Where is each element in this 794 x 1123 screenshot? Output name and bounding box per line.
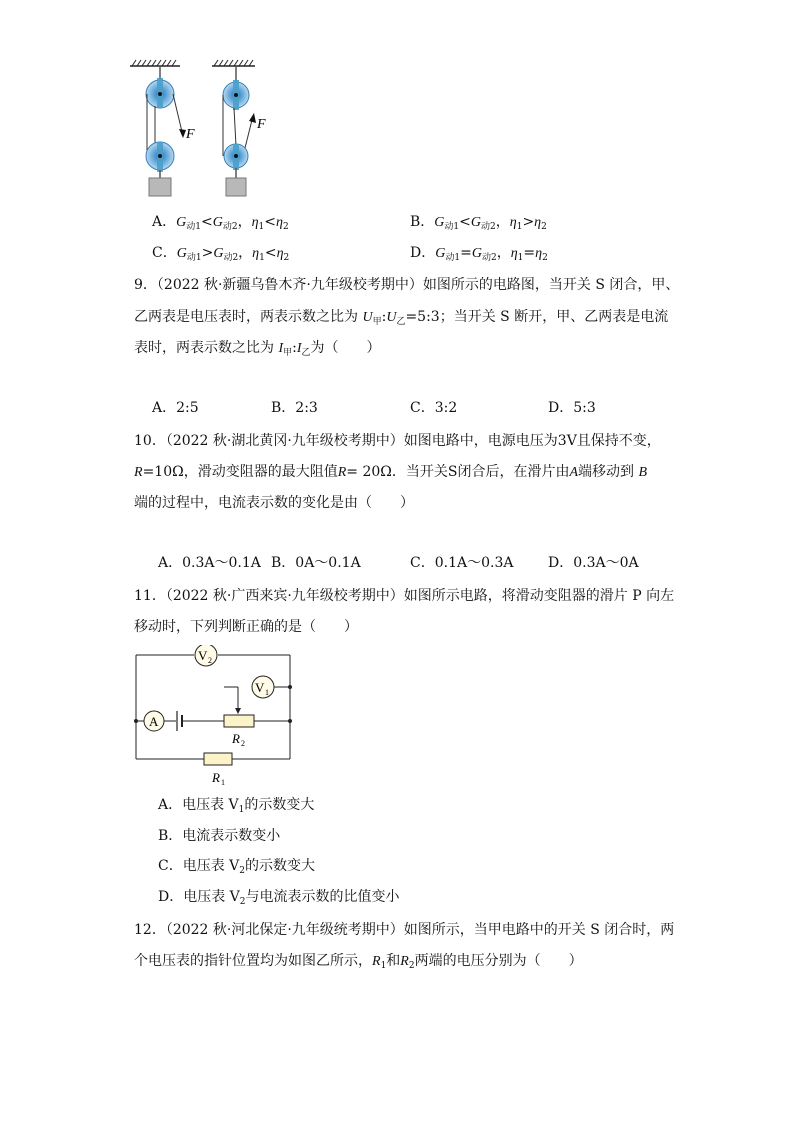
q9-option-a[interactable]: A．2:5: [152, 400, 199, 416]
q9-option-c[interactable]: C．3:2: [410, 400, 458, 416]
q12-line-2: 个电压表的指针位置均为如图乙所示，$R_1$和$R_2$两端的电压分别为（ ）: [134, 953, 583, 971]
rheostat-r2: [224, 715, 254, 727]
weight-block-left: [149, 178, 171, 196]
svg-text:A: A: [149, 714, 159, 729]
q11-option-c[interactable]: C．电压表 $V_2$的示数变大: [158, 858, 316, 876]
svg-text:V: V: [198, 648, 208, 663]
svg-text:V: V: [255, 680, 265, 695]
q11-line-1: 11．（2022 秋·广西来宾·九年级校考期中）如图所示电路，将滑动变阻器的滑片 P 向左: [134, 588, 675, 604]
svg-text:1: 1: [265, 688, 269, 697]
pulley-system-right: [212, 60, 266, 196]
q12-line-1: 12．（2022 秋·河北保定·九年级统考期中）如图所示，当甲电路中的开关 S 闭合时，两: [134, 922, 675, 938]
q10-line-2: R=10Ω，滑动变阻器的最大阻值R= 20Ω．当开关S闭合后，在滑片由A端移动到 B: [134, 464, 648, 480]
q8-option-d[interactable]: D．$G_{动1}=G_{动2}$，$\eta_1=\eta_2$: [410, 245, 548, 263]
q9-line-3: 表时，两表示数之比为 $I_甲:I_乙$为（ ）: [134, 340, 381, 358]
svg-text:2: 2: [241, 739, 245, 748]
q10-option-b[interactable]: B．0A～0.1A: [271, 555, 361, 571]
resistor-r1: [204, 753, 232, 765]
pulley-system-left: [130, 60, 195, 196]
svg-text:2: 2: [208, 656, 212, 665]
q11-line-2: 移动时，下列判断正确的是（ ）: [134, 619, 358, 635]
q10-option-d[interactable]: D．0.3A～0A: [548, 555, 639, 571]
svg-text:1: 1: [221, 778, 225, 787]
svg-text:R: R: [212, 770, 220, 785]
weight-block-right: [226, 178, 246, 196]
q10-line-3: 端的过程中，电流表示数的变化是由（ ）: [134, 495, 414, 511]
q10-option-c[interactable]: C．0.1A～0.3A: [410, 555, 514, 571]
q8-option-b[interactable]: B．$G_{动1}<G_{动2}$，$\eta_1>\eta_2$: [410, 214, 547, 232]
q9-option-d[interactable]: D．5:3: [548, 400, 596, 416]
q11-option-b[interactable]: B．电流表示数变小: [158, 828, 281, 844]
q9-line-1: 9．（2022 秋·新疆乌鲁木齐·九年级校考期中）如图所示的电路图，当开关 S 闭合，甲、: [134, 277, 680, 293]
q8-option-c[interactable]: C．$G_{动1}>G_{动2}$，$\eta_1<\eta_2$: [152, 245, 290, 263]
svg-text:R: R: [232, 731, 240, 746]
pulley-figure: [120, 58, 270, 198]
force-label-right: F: [257, 117, 266, 132]
q9-line-2: 乙两表是电压表时，两表示数之比为 $U_甲:U_乙=5:3$；当开关 S 断开，甲、乙两表是电流: [134, 309, 669, 327]
force-label-left: F: [186, 127, 195, 142]
circuit-diagram: [128, 645, 303, 790]
q10-option-a[interactable]: A．0.3A～0.1A: [158, 555, 261, 571]
q11-option-a[interactable]: A．电压表 $V_1$的示数变大: [158, 797, 315, 815]
q10-line-1: 10．（2022 秋·湖北黄冈·九年级校考期中）如图电路中，电源电压为3V且保持不变，: [134, 433, 661, 449]
q8-option-a[interactable]: A．$G_{动1}<G_{动2}$，$\eta_1<\eta_2$: [152, 214, 289, 232]
q11-option-d[interactable]: D．电压表 $V_2$与电流表示数的比值变小: [158, 889, 400, 907]
q9-option-b[interactable]: B．2:3: [271, 400, 318, 416]
